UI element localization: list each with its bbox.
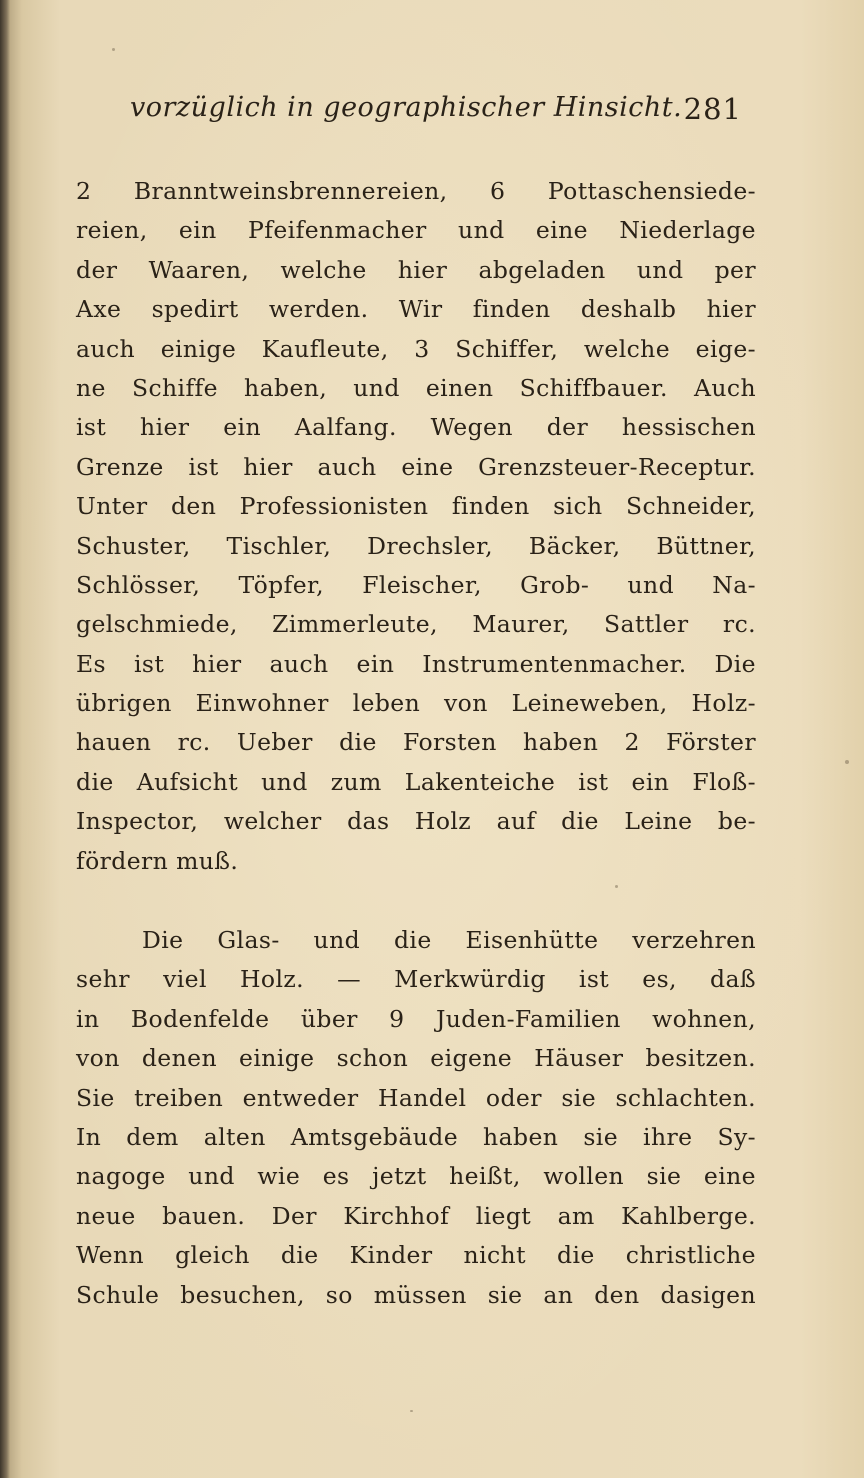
paragraph-1 xyxy=(76,172,756,881)
paper-speck xyxy=(112,48,115,51)
text-line: in Bodenfelde über 9 Juden-Familien wohnen, xyxy=(76,1004,756,1033)
text-line: Wenn gleich die Kinder nicht die christliche xyxy=(76,1241,756,1270)
text-line: übrigen Einwohner leben von Leineweben, Holz- xyxy=(76,689,756,718)
text-line: reien, ein Pfeifenmacher und eine Niederlage xyxy=(76,216,756,245)
text-line: die Aufsicht und zum Lakenteiche ist ein Floß- xyxy=(76,767,756,796)
paragraph-2 xyxy=(76,921,756,1315)
text-line: ne Schiffe haben, und einen Schiffbauer. Auch xyxy=(76,373,756,402)
text-line: Sie treiben entweder Handel oder sie schlachten. xyxy=(76,1083,756,1112)
text-line: der Waaren, welche hier abgeladen und per xyxy=(76,255,756,284)
text-line: auch einige Kaufleute, 3 Schiffer, welche eige- xyxy=(76,334,756,363)
text-line: In dem alten Amtsgebäude haben sie ihre Sy- xyxy=(76,1122,756,1151)
text-line: nagoge und wie es jetzt heißt, wollen sie eine xyxy=(76,1162,756,1191)
text-line: sehr viel Holz. — Merkwürdig ist es, daß xyxy=(76,965,756,994)
paper-speck xyxy=(845,760,849,764)
text-line: Es ist hier auch ein Instrumentenmacher. Die xyxy=(76,649,756,678)
paper-speck xyxy=(410,1410,413,1412)
page-header xyxy=(130,92,742,132)
text-line: Axe spedirt werden. Wir finden deshalb hier xyxy=(76,295,756,324)
text-line: von denen einige schon eigene Häuser besitzen. xyxy=(76,1044,756,1073)
page-number: 281 xyxy=(683,92,742,126)
body-text xyxy=(76,172,756,1315)
paper-speck xyxy=(615,885,618,888)
text-line: Grenze ist hier auch eine Grenzsteuer-Receptur. xyxy=(76,452,756,481)
text-line: 2 Branntweinsbrennereien, 6 Pottaschensiede- xyxy=(76,177,756,205)
text-line: Inspector, welcher das Holz auf die Leine be- xyxy=(76,807,756,836)
paragraph-gap xyxy=(76,881,756,921)
text-line: neue bauen. Der Kirchhof liegt am Kahlberge. xyxy=(76,1201,756,1230)
text-line: Schule besuchen, so müssen sie an den dasigen xyxy=(76,1280,756,1309)
text-line: Die Glas- und die Eisenhütte verzehren xyxy=(142,926,756,955)
text-line: Schlösser, Töpfer, Fleischer, Grob- und Na- xyxy=(76,570,756,599)
text-line: fördern muß. xyxy=(76,846,239,875)
text-line: ist hier ein Aalfang. Wegen der hessischen xyxy=(76,413,756,442)
spine-shadow xyxy=(0,0,10,1478)
text-line: Schuster, Tischler, Drechsler, Bäcker, Büttner, xyxy=(76,531,756,560)
text-line: gelschmiede, Zimmerleute, Maurer, Sattler rc. xyxy=(76,610,756,639)
text-line: Unter den Professionisten finden sich Schneider, xyxy=(76,492,756,521)
text-line: hauen rc. Ueber die Forsten haben 2 Förster xyxy=(76,728,756,757)
running-head: vorzüglich in geographischer Hinsicht. xyxy=(130,92,683,123)
